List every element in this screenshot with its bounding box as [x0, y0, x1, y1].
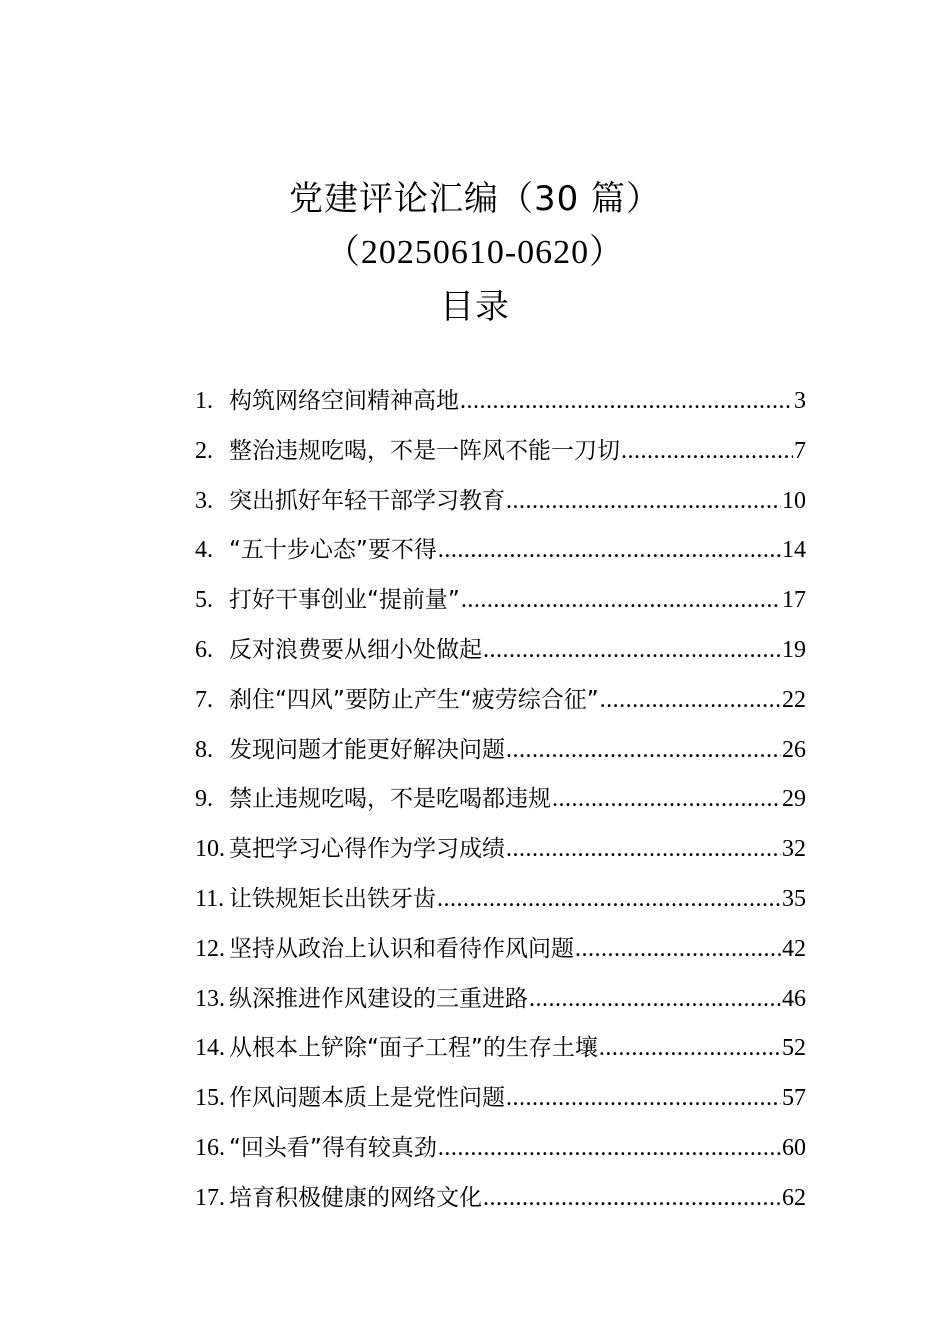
toc-entry[interactable]: [195, 726, 806, 776]
toc-dot-leader: [575, 925, 781, 975]
toc-entry-title: 发现问题才能更好解决问题: [229, 736, 505, 763]
toc-entry-title: 纵深推进作风建设的三重进路: [229, 985, 528, 1012]
toc-entry[interactable]: [195, 477, 806, 527]
toc-entry-title: 坚持从政治上认识和看待作风问题: [229, 935, 574, 962]
toc-entry[interactable]: [195, 1174, 806, 1224]
toc-entry-page: 3: [794, 388, 806, 414]
toc-entry-title: 莫把学习心得作为学习成绩: [229, 836, 505, 863]
toc-dot-leader: [506, 825, 781, 875]
toc-entry-number: 13.: [195, 985, 225, 1012]
toc-dot-leader: [506, 726, 781, 776]
toc-entry-title: 从根本上铲除“面子工程”的生存土壤: [229, 1035, 598, 1062]
table-of-contents: [195, 377, 806, 1224]
toc-dot-leader: [438, 526, 781, 576]
toc-entry-title: “五十步心态”要不得: [229, 537, 437, 564]
toc-dot-leader: [506, 1074, 781, 1124]
toc-entry-title: 培育积极健康的网络文化: [229, 1184, 482, 1211]
toc-entry-page: 22: [782, 686, 806, 713]
document-date-range: （20250610-0620）: [325, 234, 625, 271]
toc-dot-leader: [552, 775, 781, 825]
toc-entry[interactable]: [195, 576, 806, 626]
toc-entry-number: 16.: [195, 1134, 225, 1161]
toc-entry-number: 14.: [195, 1035, 225, 1062]
toc-entry[interactable]: [195, 875, 806, 925]
toc-dot-leader: [483, 626, 781, 676]
toc-entry-title: 整治违规吃喝，不是一阵风不能一刀切: [229, 437, 620, 464]
toc-dot-leader: [529, 975, 781, 1025]
toc-entry-number: 10.: [195, 836, 225, 863]
toc-entry-number: 15.: [195, 1085, 225, 1112]
toc-entry[interactable]: [195, 975, 806, 1025]
toc-entry-number: 17.: [195, 1184, 225, 1211]
toc-entry-title: 让铁规矩长出铁牙齿: [229, 885, 436, 912]
toc-entry-page: 14: [782, 537, 806, 564]
toc-entry-page: 17: [782, 587, 806, 614]
toc-entry[interactable]: [195, 925, 806, 975]
toc-entry-title: 作风问题本质上是党性问题: [229, 1085, 505, 1112]
toc-entry-number: 12.: [195, 935, 225, 962]
toc-entry-number: 4.: [195, 537, 213, 564]
toc-entry-page: 60: [782, 1134, 806, 1161]
toc-entry-page: 19: [782, 636, 806, 663]
toc-entry-page: 52: [782, 1035, 806, 1062]
toc-entry-number: 8.: [195, 736, 213, 763]
toc-entry-title: “回头看”得有较真劲: [229, 1134, 437, 1161]
toc-dot-leader: [506, 477, 781, 527]
toc-heading: 目录: [440, 287, 510, 327]
toc-entry[interactable]: [195, 775, 806, 825]
toc-entry-number: 1.: [195, 388, 213, 414]
toc-entry-number: 6.: [195, 636, 213, 663]
toc-entry-page: 10: [782, 487, 806, 514]
toc-entry-page: 35: [782, 885, 806, 912]
toc-entry-number: 5.: [195, 587, 213, 614]
toc-entry-page: 32: [782, 836, 806, 863]
toc-entry-title: 禁止违规吃喝，不是吃喝都违规: [229, 786, 551, 813]
toc-entry-number: 7.: [195, 686, 213, 713]
toc-entry-title: 刹住“四风”要防止产生“疲劳综合征”: [229, 686, 599, 713]
toc-dot-leader: [483, 1174, 781, 1224]
toc-entry[interactable]: [195, 825, 806, 875]
toc-entry-title: 反对浪费要从细小处做起: [229, 636, 482, 663]
document-title: 党建评论汇编（30 篇）: [288, 179, 662, 219]
toc-entry-page: 62: [782, 1184, 806, 1211]
toc-entry-title: 打好干事创业“提前量”: [229, 587, 460, 614]
toc-entry-title: 突出抓好年轻干部学习教育: [229, 487, 505, 514]
toc-entry-page: 29: [782, 786, 806, 813]
toc-dot-leader: [438, 1124, 781, 1174]
toc-entry-number: 11.: [195, 885, 225, 912]
document-header: [0, 172, 950, 334]
toc-entry-page: 26: [782, 736, 806, 763]
toc-entry-page: 7: [794, 437, 806, 464]
toc-entry[interactable]: [195, 1124, 806, 1174]
toc-entry-page: 42: [782, 935, 806, 962]
toc-dot-leader: [461, 576, 781, 626]
toc-entry[interactable]: [195, 526, 806, 576]
toc-entry[interactable]: [195, 1024, 806, 1074]
toc-dot-leader: [621, 427, 793, 477]
toc-entry[interactable]: [195, 377, 806, 427]
toc-entry[interactable]: [195, 427, 806, 477]
toc-dot-leader: [437, 875, 781, 925]
toc-entry[interactable]: [195, 676, 806, 726]
toc-dot-leader: [460, 377, 793, 427]
toc-entry-page: 46: [782, 985, 806, 1012]
toc-entry-number: 9.: [195, 786, 213, 813]
toc-entry-number: 2.: [195, 437, 213, 464]
toc-entry[interactable]: [195, 626, 806, 676]
toc-entry-title: 构筑网络空间精神高地: [229, 388, 459, 414]
toc-entry-number: 3.: [195, 487, 213, 514]
toc-dot-leader: [599, 1024, 781, 1074]
toc-dot-leader: [600, 676, 781, 726]
toc-entry[interactable]: [195, 1074, 806, 1124]
toc-entry-page: 57: [782, 1085, 806, 1112]
